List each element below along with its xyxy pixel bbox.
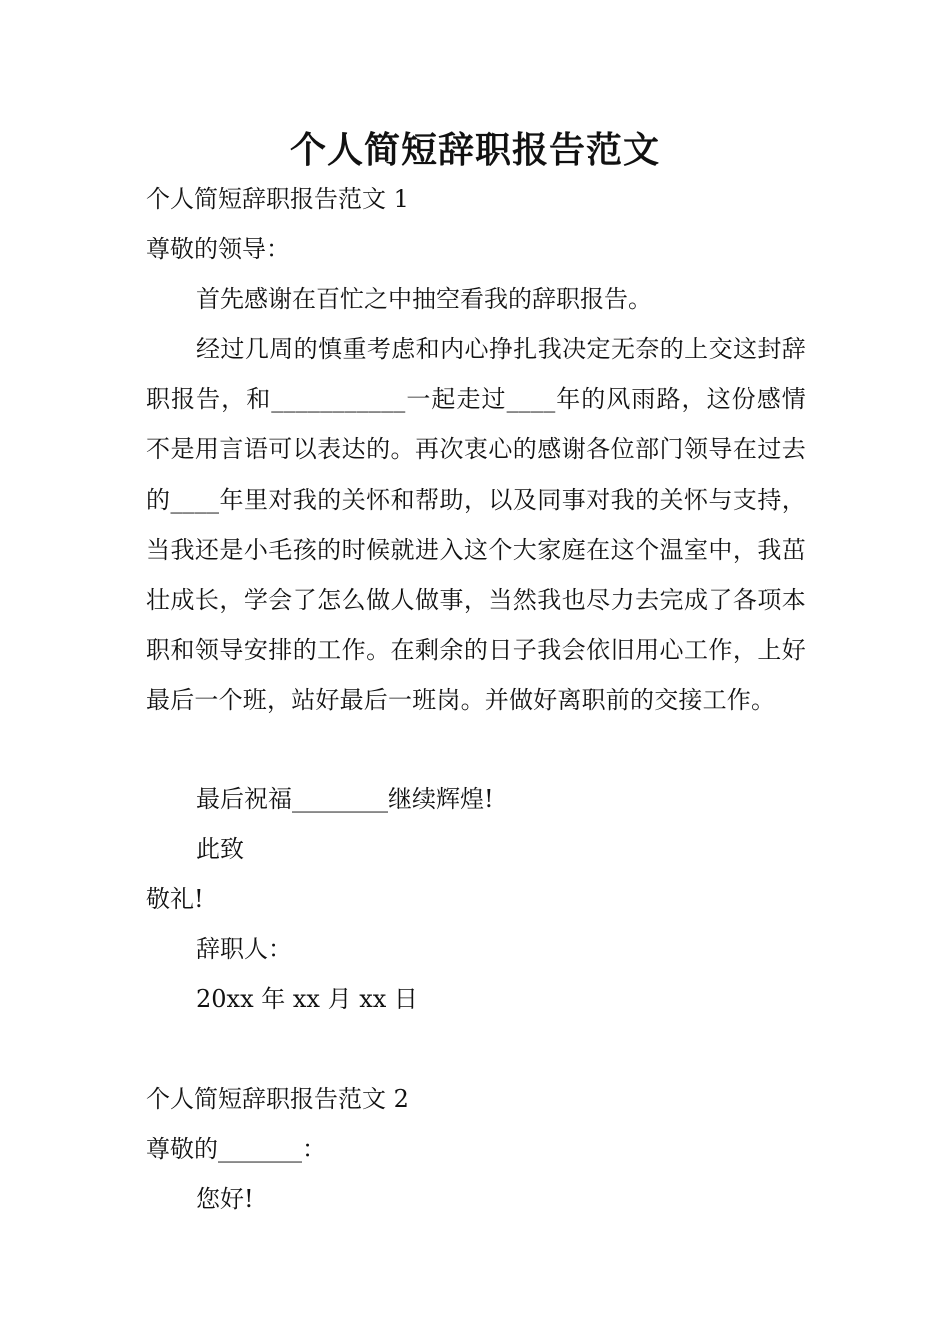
section2-salutation: 尊敬的_______：	[146, 1135, 326, 1163]
section1-heading: 个人简短辞职报告范文 1	[146, 185, 409, 213]
section1-regards: 敬礼!	[146, 885, 204, 913]
section1-closing: 此致	[196, 835, 244, 863]
section1-date: 20xx 年 xx 月 xx 日	[196, 985, 418, 1013]
section1-body-paragraph: 经过几周的慎重考虑和内心挣扎我决定无奈的上交这封辞职报告，和___________一起走过____年的风雨路，这份感情不是用言语可以表达的。再次衷心的感谢各位部门领导在过去的____年里对我的关怀和帮助，以及同事对我的关怀与支持，当我还是小毛孩的时候就进入这个大家庭在这个温室中，我茁壮成长，学会了怎么做人做事，当然我也尽力去完成了各项本职和领导安排的工作。在剩余的日子我会依旧用心工作，上好最后一个班，站好最后一班岗。并做好离职前的交接工作。	[146, 335, 806, 715]
section1-wishes: 最后祝福________继续辉煌!	[196, 785, 494, 813]
section2-heading: 个人简短辞职报告范文 2	[146, 1085, 409, 1113]
section2-greeting: 您好!	[196, 1185, 254, 1213]
document-title: 个人简短辞职报告范文	[289, 129, 660, 171]
section1-salutation: 尊敬的领导：	[146, 235, 290, 263]
section1-opening: 首先感谢在百忙之中抽空看我的辞职报告。	[196, 285, 652, 313]
section1-signer: 辞职人：	[196, 935, 292, 963]
